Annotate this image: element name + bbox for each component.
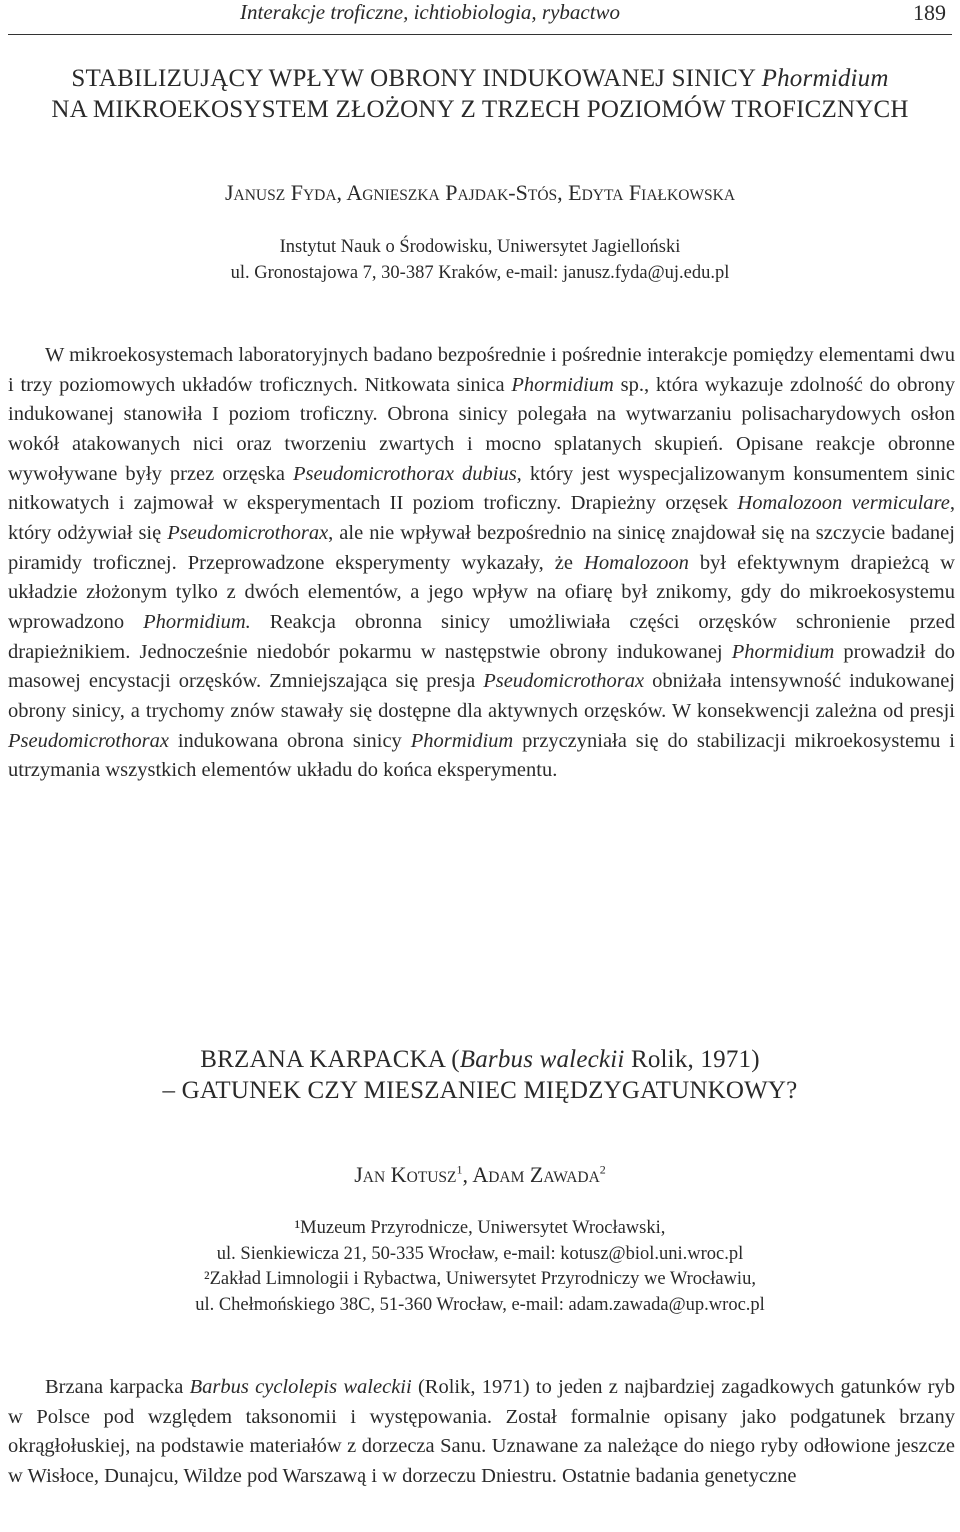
abstract-text: (Rolik, 1971) to jeden z najbardziej zagadkowych gatunków ryb w Polsce pod względem taksonomii i występowania. Został formalnie opisany jako podgatunek brzany okrągłołuskiej, na podstawie materiałów z dorzecza Sanu. Uznawane za należące do niego ryby odłowione jeszcze w Wisłoce, Dunajcu, Wildze pod Warszawą i w dorzeczu Dniestru. Ostatnie badania genetyczne (8, 1376, 955, 1487)
page-header (8, 0, 952, 35)
article-2-affiliation (0, 1216, 960, 1318)
abstract-text: Reakcja obronna sinicy umożliwiała części orzęsków schronienie przed drapieżnikiem. Jednocześnie niedobór pokarmu w następstwie obrony indukowanej (8, 610, 955, 663)
article-1-title (0, 63, 960, 125)
abstract-text: , ale nie wpływał bezpośrednio na sinicę znajdował się na szczycie badanej piramidy troficznej. Przeprowadzone eksperymenty wykazały, że (8, 521, 955, 574)
article-1-abstract (8, 341, 955, 786)
article-2-title (0, 1044, 960, 1106)
abstract-text: przyczyniała się do stabilizacji mikroekosystemu i utrzymania wszystkich elementów układu do końca eksperymentu. (8, 729, 955, 782)
abstract-italic-text: Homalozoon (584, 551, 689, 574)
abstract-paragraph (8, 341, 955, 786)
abstract-text: obniżała intensywność indukowanej obrony sinicy, a trychomy znów stawały się dostępne dla aktywnych orzęsków. W konsekwencji zależna od presji (8, 670, 956, 722)
abstract-text: prowadził do masowej encystacji orzęsków. Zmniejszająca się presja (8, 640, 955, 693)
abstract-text: indukowana obrona sinicy (168, 729, 411, 752)
abstract-paragraph (8, 1373, 955, 1492)
article-2-title-line-2: – GATUNEK CZY MIESZANIEC MIĘDZYGATUNKOWY? (162, 1077, 798, 1104)
abstract-italic-text: Phormidium (731, 640, 835, 663)
abstract-italic-text: Phormidium (511, 373, 614, 396)
abstract-italic-text: Pseudomicrothorax (8, 729, 169, 752)
page-number: 189 (913, 0, 946, 25)
affiliation-address: ul. Chełmońskiego 38C, 51-360 Wrocław, e-mail: adam.zawada@up.wroc.pl (195, 1294, 765, 1315)
abstract-text: Brzana karpacka (45, 1376, 190, 1398)
article-1-title-line-1: STABILIZUJĄCY WPŁYW OBRONY INDUKOWANEJ SINICY Phormidium (71, 65, 889, 92)
author-3: EDYTA FIAŁKOWSKA (568, 180, 736, 205)
abstract-italic-text: Phormidium (410, 729, 514, 752)
article-1-authors: JANUSZ FYDA, AGNIESZKA PAJDAK-STÓS, EDYTA FIAŁKOWSKA (224, 180, 736, 205)
article-2-authors: JAN KOTUSZ$^1$, ADAM ZAWADA$^2$ (354, 1162, 606, 1188)
affiliation-line: ²Zakład Limnologii i Rybactwa, Uniwersytet Przyrodniczy we Wrocławiu, (204, 1269, 756, 1289)
abstract-italic-text: Pseudomicrothorax dubius, (293, 462, 522, 485)
affiliation-line: ¹Muzeum Przyrodnicze, Uniwersytet Wrocławski, (294, 1218, 666, 1238)
article-1-title-taxon: Phormidium (761, 65, 889, 92)
article-2-title-line-1: BRZANA KARPACKA (Barbus waleckii Rolik, 1971) (200, 1046, 760, 1073)
affiliation-address: ul. Sienkiewicza 21, 50-335 Wrocław, e-mail: kotusz@biol.uni.wroc.pl (216, 1243, 744, 1264)
running-head: Interakcje troficzne, ichtiobiologia, rybactwo (240, 0, 621, 24)
abstract-italic-text: Pseudomicrothorax (167, 521, 329, 544)
article-1-title-line-2: NA MIKROEKOSYSTEM ZŁOŻONY Z TRZECH POZIOMÓW TROFICZNYCH (51, 96, 909, 123)
author-1: JANUSZ FYDA (224, 180, 337, 205)
author-1: JAN KOTUSZ$^1$ (354, 1162, 463, 1188)
abstract-text: który jest wyspecjalizowanym konsumentem sinic nitkowatych i zajmował w eksperymentach II poziom troficzny. Drapieżny orzęsek (8, 462, 955, 515)
article-2-abstract (8, 1373, 955, 1492)
author-2: ADAM ZAWADA$^2$ (472, 1162, 606, 1188)
article-1-affiliation (0, 235, 960, 286)
abstract-text: W mikroekosystemach laboratoryjnych badano bezpośrednie i pośrednie interakcje pomiędzy elementami dwu i trzy poziomowych układów troficznych. Nitkowata sinica (8, 344, 955, 396)
affiliation-address: ul. Gronostajowa 7, 30-387 Kraków, e-mail: janusz.fyda@uj.edu.pl (230, 262, 730, 283)
abstract-italic-text: Homalozoon vermiculare (737, 492, 950, 515)
abstract-text: sp., która wykazuje zdolność do obrony indukowanej stanowiła I poziom troficzny. Obrona sinicy polegała na wytwarzaniu polisacharydowych osłon wokół atakowanych nici oraz tworzeniu zwartych i mocno splatanych skupień. Opisane reakcje obronne wywoływane były przez orzęska (8, 373, 955, 485)
abstract-italic-text: Phormidium. (143, 610, 251, 633)
abstract-text: był efektywnym drapieżcą w układzie złożonym tylko z dwóch elementów, a jego wpływ na ofiarę był znikomy, gdy do mikroekosystemu wprowadzono (8, 551, 955, 633)
article-2-title-taxon: Barbus waleckii (459, 1046, 625, 1073)
affiliation-line: Instytut Nauk o Środowisku, Uniwersytet Jagielloński (279, 237, 681, 257)
author-2: AGNIESZKA PAJDAK-STÓS (346, 180, 558, 205)
abstract-text: , który odżywiał się (8, 492, 955, 544)
abstract-italic-text: Pseudomicrothorax (483, 670, 645, 693)
abstract-italic-text: Barbus cyclolepis waleckii (189, 1376, 412, 1398)
